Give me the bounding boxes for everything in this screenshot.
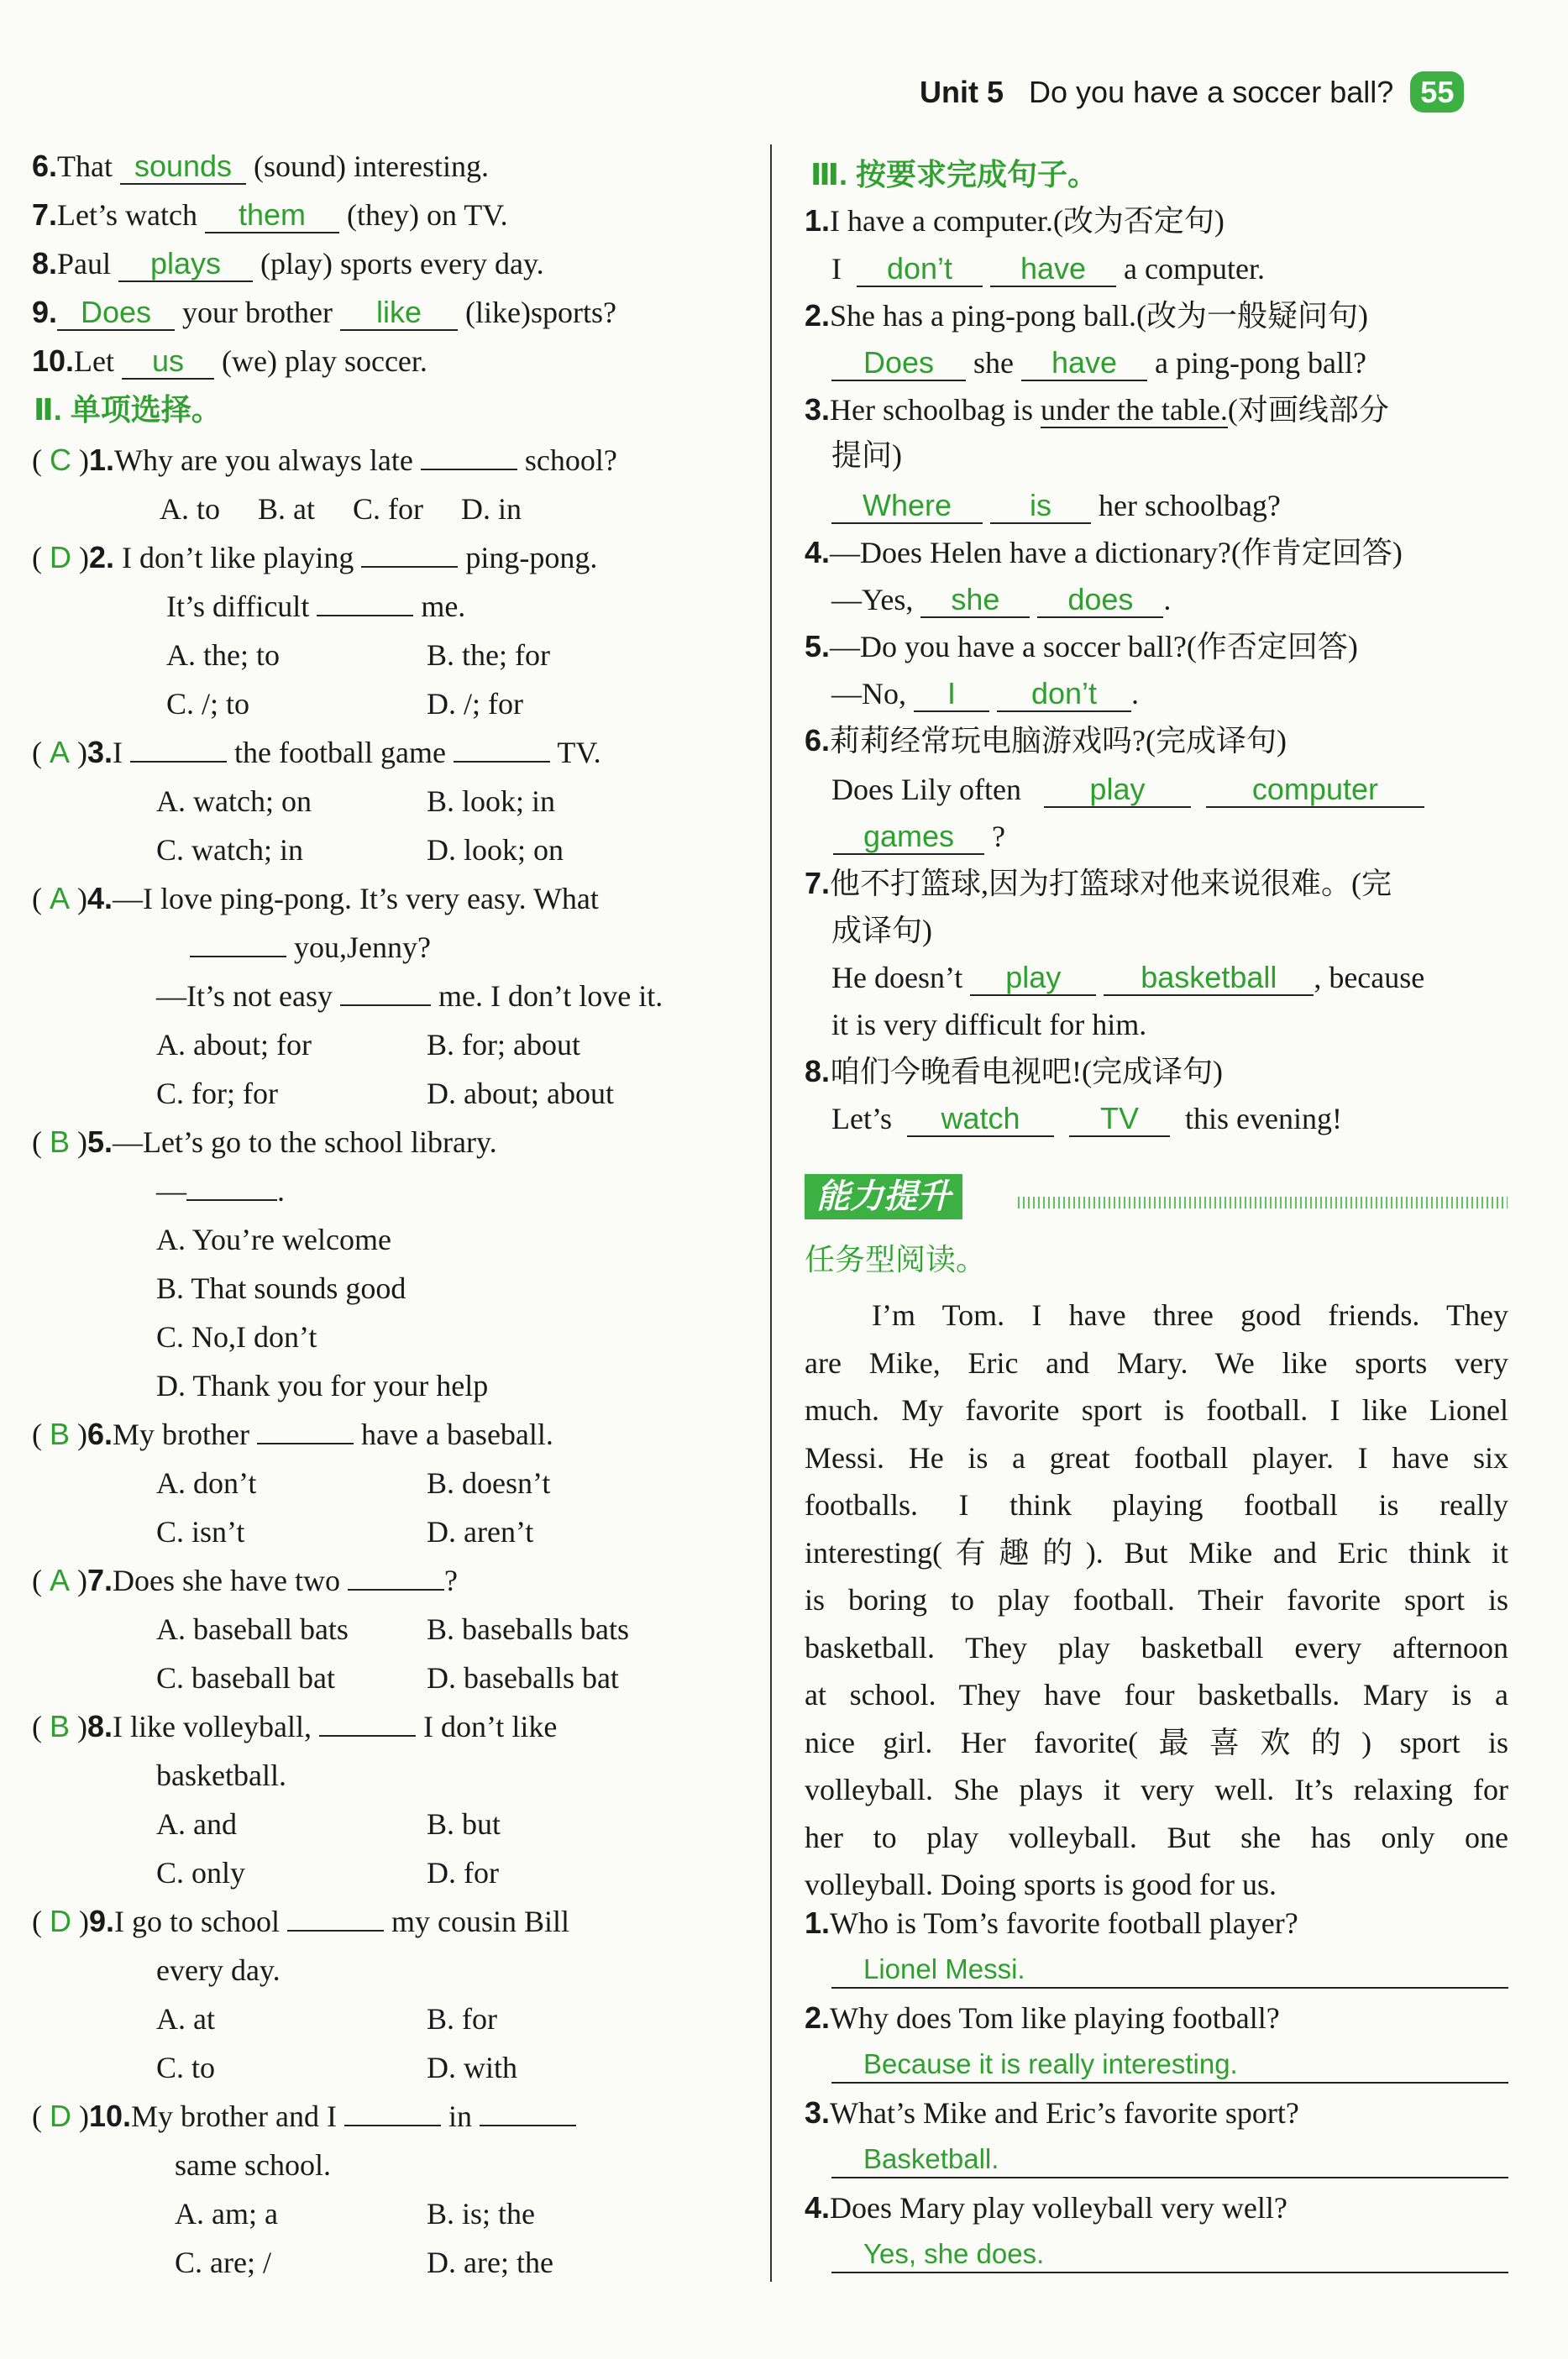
answer-blank: have xyxy=(990,254,1116,287)
p3-q2: 2.She has a ping-pong ball.(改为一般疑问句) xyxy=(805,298,1368,333)
p1-q10: 10.Let us (we) play soccer. xyxy=(32,343,427,378)
blank xyxy=(361,543,458,568)
reading-passage xyxy=(805,1292,1508,1909)
passage-line: I’m Tom. I have three good friends. They xyxy=(872,1298,1508,1332)
p3-q7-line4: it is very difficult for him. xyxy=(831,1008,1147,1041)
reading-a1: Lionel Messi. xyxy=(831,1955,1508,1989)
p3-q4: 4.—Does Helen have a dictionary?(作肯定回答) xyxy=(805,535,1403,569)
answer-blank: plays xyxy=(118,249,253,282)
answer-blank: Does xyxy=(57,297,175,331)
page-header xyxy=(920,77,1464,107)
p3-q5-answer: —No, I don’t . xyxy=(831,676,1139,710)
mc-answer: D xyxy=(50,1904,71,1938)
unit-label: Unit 5 xyxy=(920,75,1004,109)
mc-q7-opt-d: D. baseballs bat xyxy=(427,1661,619,1695)
p3-q1: 1.I have a computer.(改为否定句) xyxy=(805,203,1225,238)
answer-blank: have xyxy=(1021,348,1147,381)
passage-line: at school. They have four basketballs. Mary is a xyxy=(805,1678,1508,1712)
ability-banner xyxy=(805,1177,962,1216)
p3-q4-answer: —Yes, she does . xyxy=(831,582,1172,616)
mc-q7: ( A )7.Does she have two ? xyxy=(32,1563,458,1597)
reading-q4: 4.Does Mary play volleyball very well? xyxy=(805,2190,1287,2225)
mc-q6-opt-d: D. aren’t xyxy=(427,1515,534,1549)
answer-blank: play xyxy=(970,962,1096,996)
mc-q6-opt-a: A. don’t xyxy=(156,1466,257,1500)
mc-q2-line2: It’s difficult me. xyxy=(166,590,466,623)
passage-line: footballs. I think playing football is really xyxy=(805,1488,1508,1522)
answer-blank: I xyxy=(914,679,989,712)
passage-line: much. My favorite sport is football. I like Lionel xyxy=(805,1393,1508,1427)
reading-a3: Basketball. xyxy=(831,2145,1508,2178)
answer-blank: them xyxy=(205,200,339,233)
answer-blank: does xyxy=(1037,585,1163,618)
mc-q5-opt-b: B. That sounds good xyxy=(156,1271,406,1305)
mc-q5-opt-d: D. Thank you for your help xyxy=(156,1369,489,1402)
blank xyxy=(480,2101,576,2126)
mc-q9-opt-a: A. at xyxy=(156,2002,215,2036)
mc-q7-opt-b: B. baseballs bats xyxy=(427,1612,629,1646)
mc-answer: A xyxy=(50,1563,71,1597)
mc-q10-opt-d: D. are; the xyxy=(427,2246,553,2279)
mc-q4: ( A )4.—I love ping-pong. It’s very easy. What xyxy=(32,881,599,915)
answer-blank: sounds xyxy=(120,151,246,185)
mc-q8-line2: basketball. xyxy=(156,1759,286,1792)
mc-answer: B xyxy=(50,1709,71,1743)
p1-q6: 6.That sounds (sound) interesting. xyxy=(32,149,489,183)
blank xyxy=(287,1906,384,1932)
mc-q10-opt-c: C. are; / xyxy=(175,2246,271,2279)
mc-q9: ( D )9.I go to school my cousin Bill xyxy=(32,1904,570,1938)
mc-q8-opt-c: C. only xyxy=(156,1856,246,1890)
column-divider xyxy=(770,144,772,2282)
mc-q9-opt-d: D. with xyxy=(427,2051,517,2084)
mc-q10-line2: same school. xyxy=(175,2148,331,2182)
answer-blank: like xyxy=(340,297,458,331)
answer-blank: don’t xyxy=(857,254,983,287)
blank xyxy=(319,1712,416,1737)
p3-q7: 7.他不打篮球,因为打篮球对他来说很难。(完 xyxy=(805,866,1392,900)
p3-q7-line2: 成译句) xyxy=(831,914,932,947)
part2-heading: Ⅱ. 单项选择。 xyxy=(34,392,222,427)
mc-q4-opt-c: C. for; for xyxy=(156,1077,278,1110)
mc-q9-opt-c: C. to xyxy=(156,2051,216,2084)
mc-q2-opt-b: B. the; for xyxy=(427,638,550,672)
p3-q6-answer-line2: games ? xyxy=(833,821,1005,855)
passage-line: basketball. They play basketball every afternoon xyxy=(805,1630,1508,1664)
mc-q6-opt-c: C. isn’t xyxy=(156,1515,245,1549)
p3-q8: 8.咱们今晚看电视吧!(完成译句) xyxy=(805,1054,1223,1088)
p1-q7: 7.Let’s watch them (they) on TV. xyxy=(32,197,508,232)
blank xyxy=(257,1419,354,1444)
unit-title: Do you have a soccer ball? xyxy=(1029,75,1394,109)
mc-q4-line3: —It’s not easy me. I don’t love it. xyxy=(156,979,663,1013)
reading-q2: 2.Why does Tom like playing football? xyxy=(805,2000,1280,2035)
mc-q4-opt-b: B. for; about xyxy=(427,1028,580,1062)
mc-q3-opt-d: D. look; on xyxy=(427,833,564,867)
passage-line: is boring to play football. Their favorite sport is xyxy=(805,1583,1508,1617)
mc-q7-opt-c: C. baseball bat xyxy=(156,1661,335,1695)
p3-q3: 3.Her schoolbag is under the table.(对画线部分 xyxy=(805,392,1389,427)
mc-q2: ( D )2. I don’t like playing ping-pong. xyxy=(32,540,598,574)
blank xyxy=(421,445,517,470)
passage-line: volleyball. She plays it very well. It’s relaxing for xyxy=(805,1773,1508,1806)
blank xyxy=(348,1565,444,1591)
mc-q4-opt-d: D. about; about xyxy=(427,1077,614,1110)
mc-q3-opt-a: A. watch; on xyxy=(156,784,312,818)
underlined-phrase: under the table. xyxy=(1040,393,1228,427)
blank xyxy=(340,981,431,1006)
mc-q3: ( A )3.I the football game TV. xyxy=(32,735,601,769)
ability-banner-label: 能力提升 xyxy=(805,1174,962,1219)
blank xyxy=(317,591,413,616)
mc-q9-line2: every day. xyxy=(156,1953,281,1987)
mc-answer: A xyxy=(50,735,71,769)
mc-q5: ( B )5.—Let’s go to the school library. xyxy=(32,1124,497,1159)
passage-line: are Mike, Eric and Mary. We like sports very xyxy=(805,1345,1508,1380)
task-heading: 任务型阅读。 xyxy=(805,1242,987,1276)
mc-q7-opt-a: A. baseball bats xyxy=(156,1612,349,1646)
mc-q5-response: — . xyxy=(156,1174,285,1208)
banner-dotted-rule xyxy=(1018,1197,1508,1208)
p1-q8: 8.Paul plays (play) sports every day. xyxy=(32,246,544,280)
p3-q7-answer: He doesn’t play basketball , because xyxy=(831,960,1425,994)
mc-q5-opt-c: C. No,I don’t xyxy=(156,1320,317,1354)
blank xyxy=(190,932,286,957)
reading-q1: 1.Who is Tom’s favorite football player? xyxy=(805,1906,1298,1940)
answer-blank: games xyxy=(833,821,984,855)
mc-q8-opt-a: A. and xyxy=(156,1807,237,1841)
p3-q5: 5.—Do you have a soccer ball?(作否定回答) xyxy=(805,629,1358,663)
answer-blank: play xyxy=(1044,774,1191,808)
passage-line: nice girl. Her favorite(最喜欢的) sport is xyxy=(805,1725,1508,1759)
p3-q6-answer: Does Lily often play computer xyxy=(831,774,1424,808)
answer-blank: us xyxy=(122,346,214,380)
answer-blank: is xyxy=(990,490,1091,524)
part3-heading: Ⅲ. 按要求完成句子。 xyxy=(810,157,1099,191)
blank xyxy=(130,737,227,763)
mc-answer: D xyxy=(50,2099,71,2133)
mc-q10-opt-b: B. is; the xyxy=(427,2197,536,2231)
p1-q9: 9. Does your brother like (like)sports? xyxy=(32,295,616,329)
p3-q8-answer: Let’s watch TV this evening! xyxy=(831,1101,1342,1135)
mc-q6: ( B )6.My brother have a baseball. xyxy=(32,1417,553,1451)
mc-answer: A xyxy=(50,881,71,915)
mc-q5-opt-a: A. You’re welcome xyxy=(156,1223,391,1256)
blank xyxy=(454,737,550,763)
mc-q10-opt-a: A. am; a xyxy=(175,2197,278,2231)
mc-q3-opt-c: C. watch; in xyxy=(156,833,303,867)
mc-answer: B xyxy=(50,1124,71,1159)
passage-line: volleyball. Doing sports is good for us. xyxy=(805,1868,1277,1901)
mc-q1: ( C )1.Why are you always late school? xyxy=(32,443,617,477)
p3-q6: 6.莉莉经常玩电脑游戏吗?(完成译句) xyxy=(805,723,1287,758)
answer-blank: Where xyxy=(831,490,983,524)
mc-answer: B xyxy=(50,1417,71,1451)
answer-blank: watch xyxy=(907,1103,1054,1137)
answer-blank: don’t xyxy=(997,679,1131,712)
answer-blank: TV xyxy=(1069,1103,1170,1137)
answer-blank: she xyxy=(920,585,1030,618)
answer-blank: basketball xyxy=(1104,962,1314,996)
mc-q8: ( B )8.I like volleyball, I don’t like xyxy=(32,1709,558,1743)
mc-q2-opt-a: A. the; to xyxy=(166,638,280,672)
mc-q3-opt-b: B. look; in xyxy=(427,784,556,818)
passage-line: interesting(有趣的). But Mike and Eric think it xyxy=(805,1535,1508,1570)
mc-q10: ( D )10.My brother and I in xyxy=(32,2101,576,2131)
mc-q8-opt-b: B. but xyxy=(427,1807,501,1841)
blank xyxy=(186,1176,277,1201)
mc-q1-options: A. to B. at C. for D. in xyxy=(160,492,522,526)
reading-q3: 3.What’s Mike and Eric’s favorite sport? xyxy=(805,2095,1299,2130)
mc-q4-opt-a: A. about; for xyxy=(156,1028,312,1062)
mc-q8-opt-d: D. for xyxy=(427,1856,499,1890)
p3-q3-line2: 提问) xyxy=(831,438,902,472)
answer-blank: Does xyxy=(831,348,966,381)
p3-q3-answer: Where is her schoolbag? xyxy=(831,490,1281,524)
passage-line: Messi. He is a great football player. I have six xyxy=(805,1440,1508,1475)
answer-blank: computer xyxy=(1206,774,1424,808)
passage-line: her to play volleyball. But she has only one xyxy=(805,1820,1508,1854)
reading-a2: Because it is really interesting. xyxy=(831,2050,1508,2084)
mc-q2-opt-c: C. /; to xyxy=(166,687,250,721)
mc-q9-opt-b: B. for xyxy=(427,2002,497,2036)
mc-q4-line2: you,Jenny? xyxy=(190,932,431,962)
blank xyxy=(344,2101,441,2126)
p3-q1-answer: I don’t have a computer. xyxy=(831,251,1265,286)
mc-answer: C xyxy=(50,443,71,477)
mc-answer: D xyxy=(50,540,71,574)
mc-q2-opt-d: D. /; for xyxy=(427,687,523,721)
page-number: 55 xyxy=(1410,71,1464,113)
reading-a4: Yes, she does. xyxy=(831,2240,1508,2273)
mc-q6-opt-b: B. doesn’t xyxy=(427,1466,551,1500)
p3-q2-answer: Does she have a ping-pong ball? xyxy=(831,348,1366,381)
